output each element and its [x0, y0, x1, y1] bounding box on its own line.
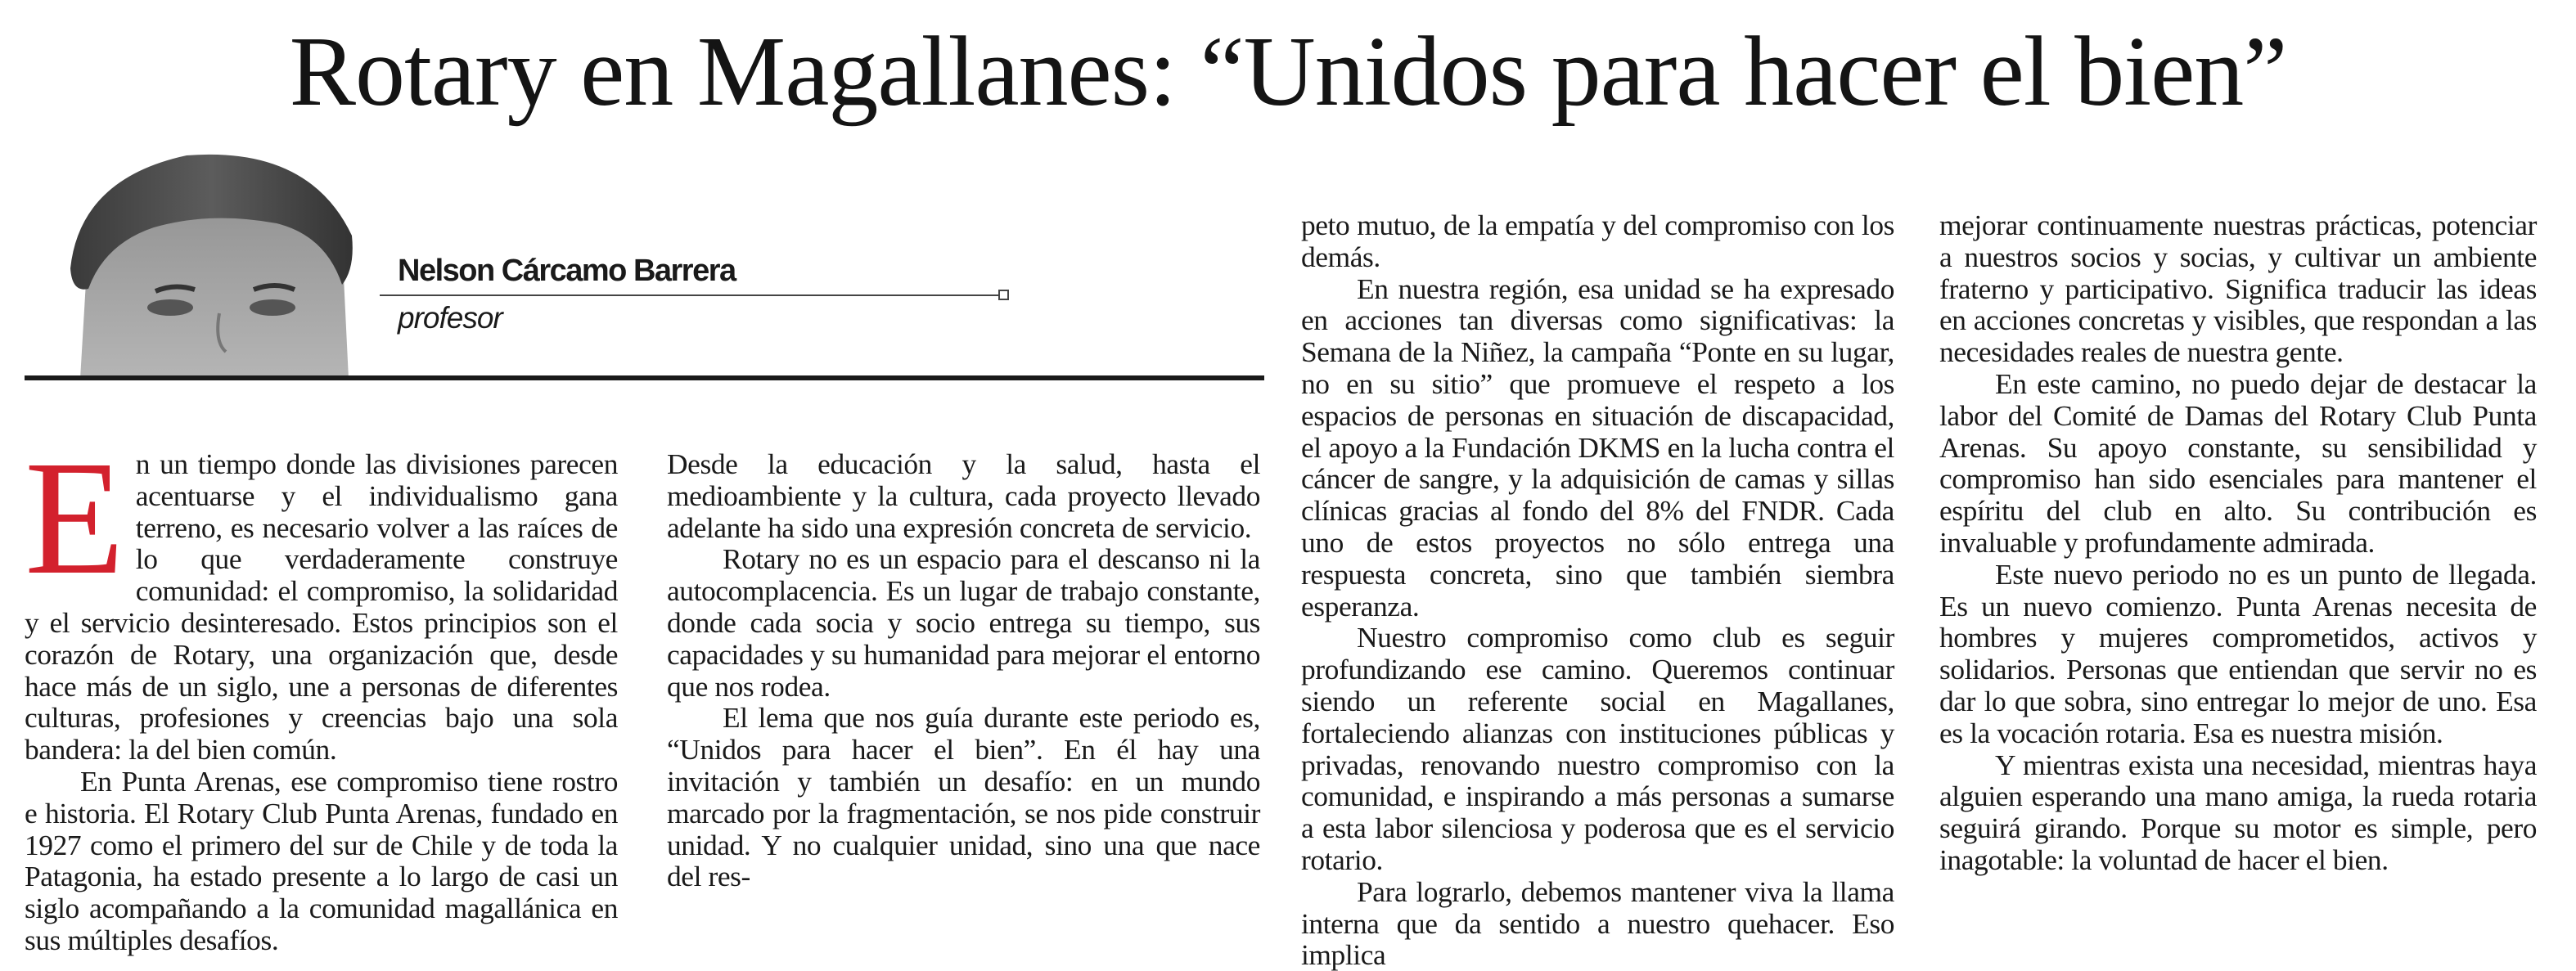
headline: Rotary en Magallanes: “Unidos para hacer el bien” — [289, 16, 2287, 127]
paragraph: peto mutuo, de la empatía y del compromiso con los demás. — [1301, 209, 1894, 273]
article-column-4 — [1939, 209, 2537, 876]
paragraph: En nuestra región, esa unidad se ha expresado en acciones tan diversas como significativas: la Semana de la Niñez, la campaña “Ponte en su lugar, no en su sitio” que promueve el respeto a los espacios de personas en situación de discapacidad, el apoyo a la Fundación DKMS en la lucha contra el cáncer de sangre, y la adquisición de camas y sillas clínicas gracias al fondo del 8% del FNDR. Cada uno de estos proyectos no sólo entrega una respuesta concreta, sino que también siembra esperanza. — [1301, 272, 1894, 623]
paragraph: Y mientras exista una necesidad, mientras haya alguien esperando una mano amiga, la rueda rotaria seguirá girando. Porque su motor es simple, pero inagotable: la voluntad de hacer el bien. — [1939, 748, 2537, 876]
paragraph: Nuestro compromiso como club es seguir profundizando ese camino. Queremos continuar siendo un referente social en Magallanes, fortaleciendo alianzas con instituciones públicas y privadas, renovando nuestro compromiso con la comunidad, e inspirando a más personas a sumarse a esta labor silenciosa y poderosa que es el servicio rotario. — [1301, 621, 1894, 876]
article-column-3 — [1301, 209, 1894, 971]
paragraph: En este camino, no puedo dejar de destacar la labor del Comité de Damas del Rotary Club Punta Arenas. Su apoyo constante, su sensibilidad y compromiso han sido esenciales para mantener el espíritu del club en alto. Su contribución es invaluable y profundamente admirada. — [1939, 366, 2537, 559]
author-name: Nelson Cárcamo Barrera — [398, 254, 736, 288]
paragraph: mejorar continuamente nuestras prácticas, potenciar a nuestros socios y socias, y cultivar un ambiente fraterno y participativo. Significa traducir las ideas en acciones concretas y visibles, que respondan a las necesidades reales de nuestra gente. — [1939, 209, 2537, 369]
paragraph: Rotary no es un espacio para el descanso ni la autocomplacencia. Es un lugar de trabajo constante, donde cada socia y socio entrega su tiempo, sus capacidades y su humanidad para mejorar el entorno que nos rodea. — [667, 542, 1260, 703]
paragraph: Para lograrlo, debemos mantener viva la llama interna que da sentido a nuestro quehacer. Eso implica — [1301, 874, 1894, 971]
author-role: profesor — [398, 301, 502, 335]
author-photo — [64, 146, 358, 379]
rule-end-marker — [998, 290, 1009, 300]
author-rule — [380, 294, 1002, 296]
article-column-2 — [667, 448, 1260, 892]
drop-cap: E — [25, 428, 124, 609]
paragraph: Este nuevo periodo no es un punto de llegada. Es un nuevo comienzo. Punta Arenas necesita de hombres y mujeres comprometidos, activos y solidarios. Personas que entiendan que servir no es dar lo que sobra, sino entregar lo mejor de uno. Esa es la vocación rotaria. Esa es nuestra misión. — [1939, 557, 2537, 749]
paragraph: El lema que nos guía durante este periodo es, “Unidos para hacer el bien”. En él hay una invitación y también un desafío: en un mundo marcado por la fragmentación, se nos pide construir unidad. Y no cualquier unidad, sino una que nace del res- — [667, 701, 1260, 893]
paragraph: Desde la educación y la salud, hasta el medioambiente y la cultura, cada proyecto llevado adelante ha sido una expresión concreta de servicio. — [667, 447, 1260, 544]
paragraph: En Punta Arenas, ese compromiso tiene rostro e historia. El Rotary Club Punta Arenas, fundado en 1927 como el primero del sur de Chile y de toda la Patagonia, ha estado presente a lo largo de casi un siglo acompañando a la comunidad magallánica en sus múltiples desafíos. — [25, 764, 618, 956]
section-divider — [25, 375, 1264, 380]
article-column-1 — [25, 428, 618, 956]
paragraph: En un tiempo donde las divisiones parecen acentuarse y el individualismo gana terreno, es necesario volver a las raíces de lo que verdaderamente construye comunidad: el compromiso, la solidaridad y el servicio desinteresado. Estos principios son el corazón de Rotary, una organización que, desde hace más de un siglo, une a personas de diferentes culturas, profesiones y creencias bajo una sola bandera: la del bien común. — [25, 428, 618, 766]
author-block — [25, 139, 1264, 380]
